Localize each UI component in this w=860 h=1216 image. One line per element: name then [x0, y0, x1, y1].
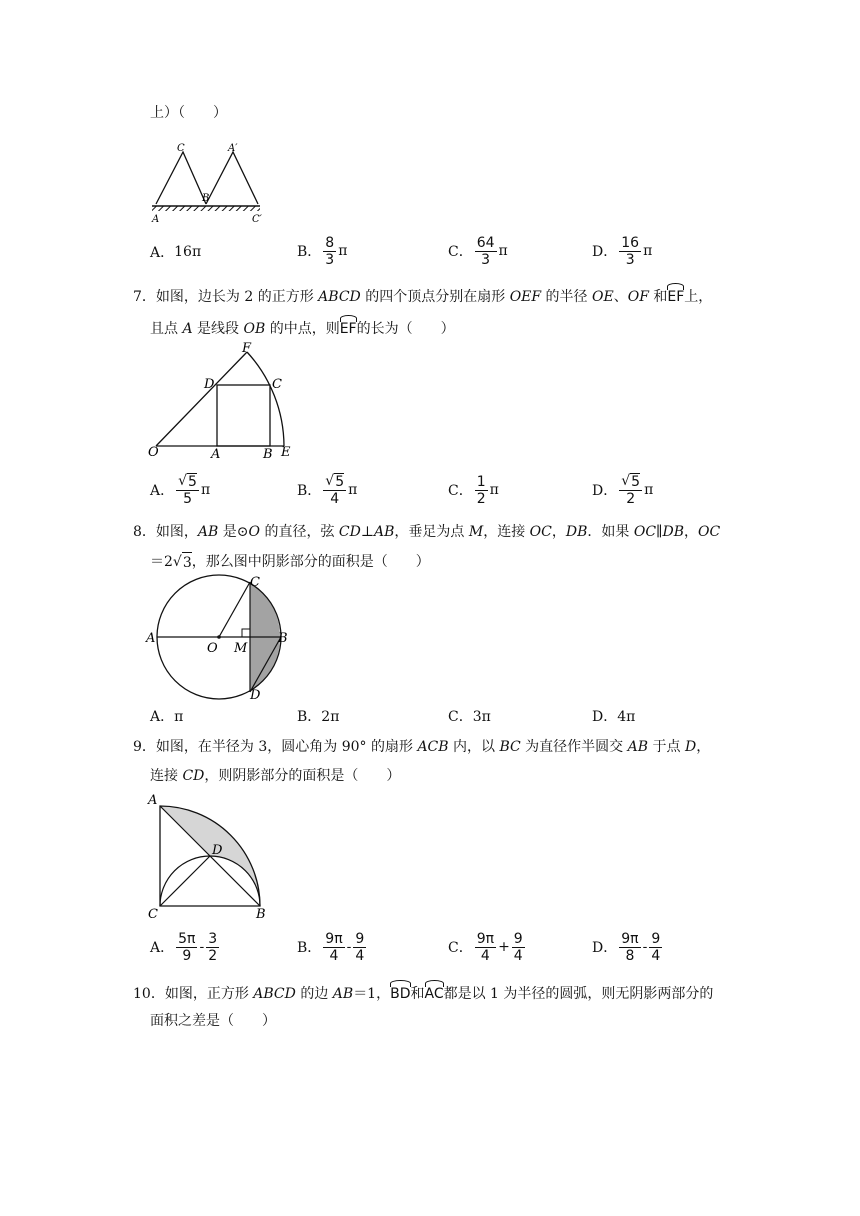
q8-option-d: D．4π — [592, 709, 636, 725]
arc-bd: BD — [390, 980, 410, 1004]
q9-option-b: B． $\frac{9\pi}{4}$ - $\frac{9}{4}$ — [297, 930, 365, 964]
q8-label-c: C — [250, 575, 260, 590]
q9-figure — [144, 790, 284, 920]
q7-text-line1: 7．如图，边长为 2 的正方形 ABCD 的四个顶点分别在扇形 OEF 的半径 OE、OF 和EF上， — [133, 283, 712, 307]
q8-figure — [144, 574, 294, 702]
q9-label-b: B — [256, 907, 266, 920]
q7-label-b: B — [263, 447, 273, 462]
q6-figure — [146, 138, 276, 228]
q6-label-b: B — [202, 193, 210, 204]
q9-text-line1: 9．如图，在半径为 3，圆心角为 90° 的扇形 ACB 内，以 BC 为直径作半圆交 AB 于点 D， — [133, 739, 711, 755]
q6-text-tail: 上）（ ） — [150, 105, 227, 121]
q7-option-a: A． √ 5 5 π — [150, 473, 211, 507]
q7-label-d: D — [204, 377, 215, 392]
q7-label-a: A — [211, 447, 221, 462]
q10-text-line1: 10．如图，正方形 ABCD 的边 AB＝1，BD和AC都是以 1 为半径的圆弧，则无阴影两部分的 — [133, 980, 713, 1004]
arc-ef: EF — [667, 283, 684, 307]
q7-text-line2: 且点 A 是线段 OB 的中点，则EF的长为（ ） — [150, 315, 455, 339]
q8-label-m: M — [234, 641, 248, 656]
q7-square — [217, 385, 270, 446]
q7-figure — [144, 340, 304, 465]
q6-label-c2: C′ — [252, 214, 262, 225]
q8-label-a: A — [146, 631, 156, 646]
q10-text-line2: 面积之差是（ ） — [150, 1013, 276, 1029]
q9-option-d: D． $\frac{9\pi}{8}$ - $\frac{9}{4}$ — [592, 930, 661, 964]
q9-text-line2: 连接 CD，则阴影部分的面积是（ ） — [150, 768, 401, 784]
q6-option-d: D． $\frac{16}{3}$ π — [592, 234, 653, 268]
arc-ac: AC — [425, 980, 444, 1004]
arc-ef-2: EF — [340, 315, 357, 339]
q6-label-a: A — [152, 214, 160, 225]
q8-label-d: D — [250, 688, 261, 702]
q7-label-f: F — [242, 341, 252, 356]
q9-label-d: D — [212, 843, 223, 858]
q7-option-d: D． √ 5 2 π — [592, 473, 654, 507]
q6-label-c: C — [177, 143, 185, 154]
q7-arc — [247, 352, 284, 446]
q7-label-e: E — [281, 445, 291, 460]
q8-option-c: C．3π — [448, 709, 491, 725]
q8-label-b: B — [278, 631, 288, 646]
q8-label-o: O — [207, 641, 218, 656]
q8-option-b: B．2π — [297, 709, 340, 725]
q8-option-a: A．π — [150, 709, 184, 725]
q9-label-a: A — [148, 793, 158, 808]
q6-option-c: C． $\frac{64}{3}$ π — [448, 234, 508, 268]
q7-label-o: O — [148, 445, 159, 460]
q6-label-a2: A′ — [228, 143, 238, 154]
q8-text-line2: ＝2√ 3 ，那么图中阴影部分的面积是（ ） — [150, 554, 430, 571]
q7-option-c: C． $\frac{1}{2}$ π — [448, 473, 499, 507]
q9-label-c: C — [148, 907, 158, 920]
q6-triangle-2 — [206, 152, 258, 204]
q9-option-a: A． $\frac{5\pi}{9}$ - $\frac{3}{2}$ — [150, 930, 218, 964]
q8-text-line1: 8．如图，AB 是⊙O 的直径，弦 CD⊥AB，垂足为点 M，连接 OC，DB．如果 OC∥DB，OC — [133, 524, 721, 540]
q6-triangle-1 — [156, 152, 206, 204]
q7-option-b: B． √ 5 4 π — [297, 473, 358, 507]
q6-option-a: A． 16π — [150, 244, 202, 261]
q7-label-c: C — [272, 377, 282, 392]
q6-option-b: B． $\frac{8}{3}$ π — [297, 234, 348, 268]
q9-option-c: C． $\frac{9\pi}{4}$ + $\frac{9}{4}$ — [448, 930, 523, 964]
